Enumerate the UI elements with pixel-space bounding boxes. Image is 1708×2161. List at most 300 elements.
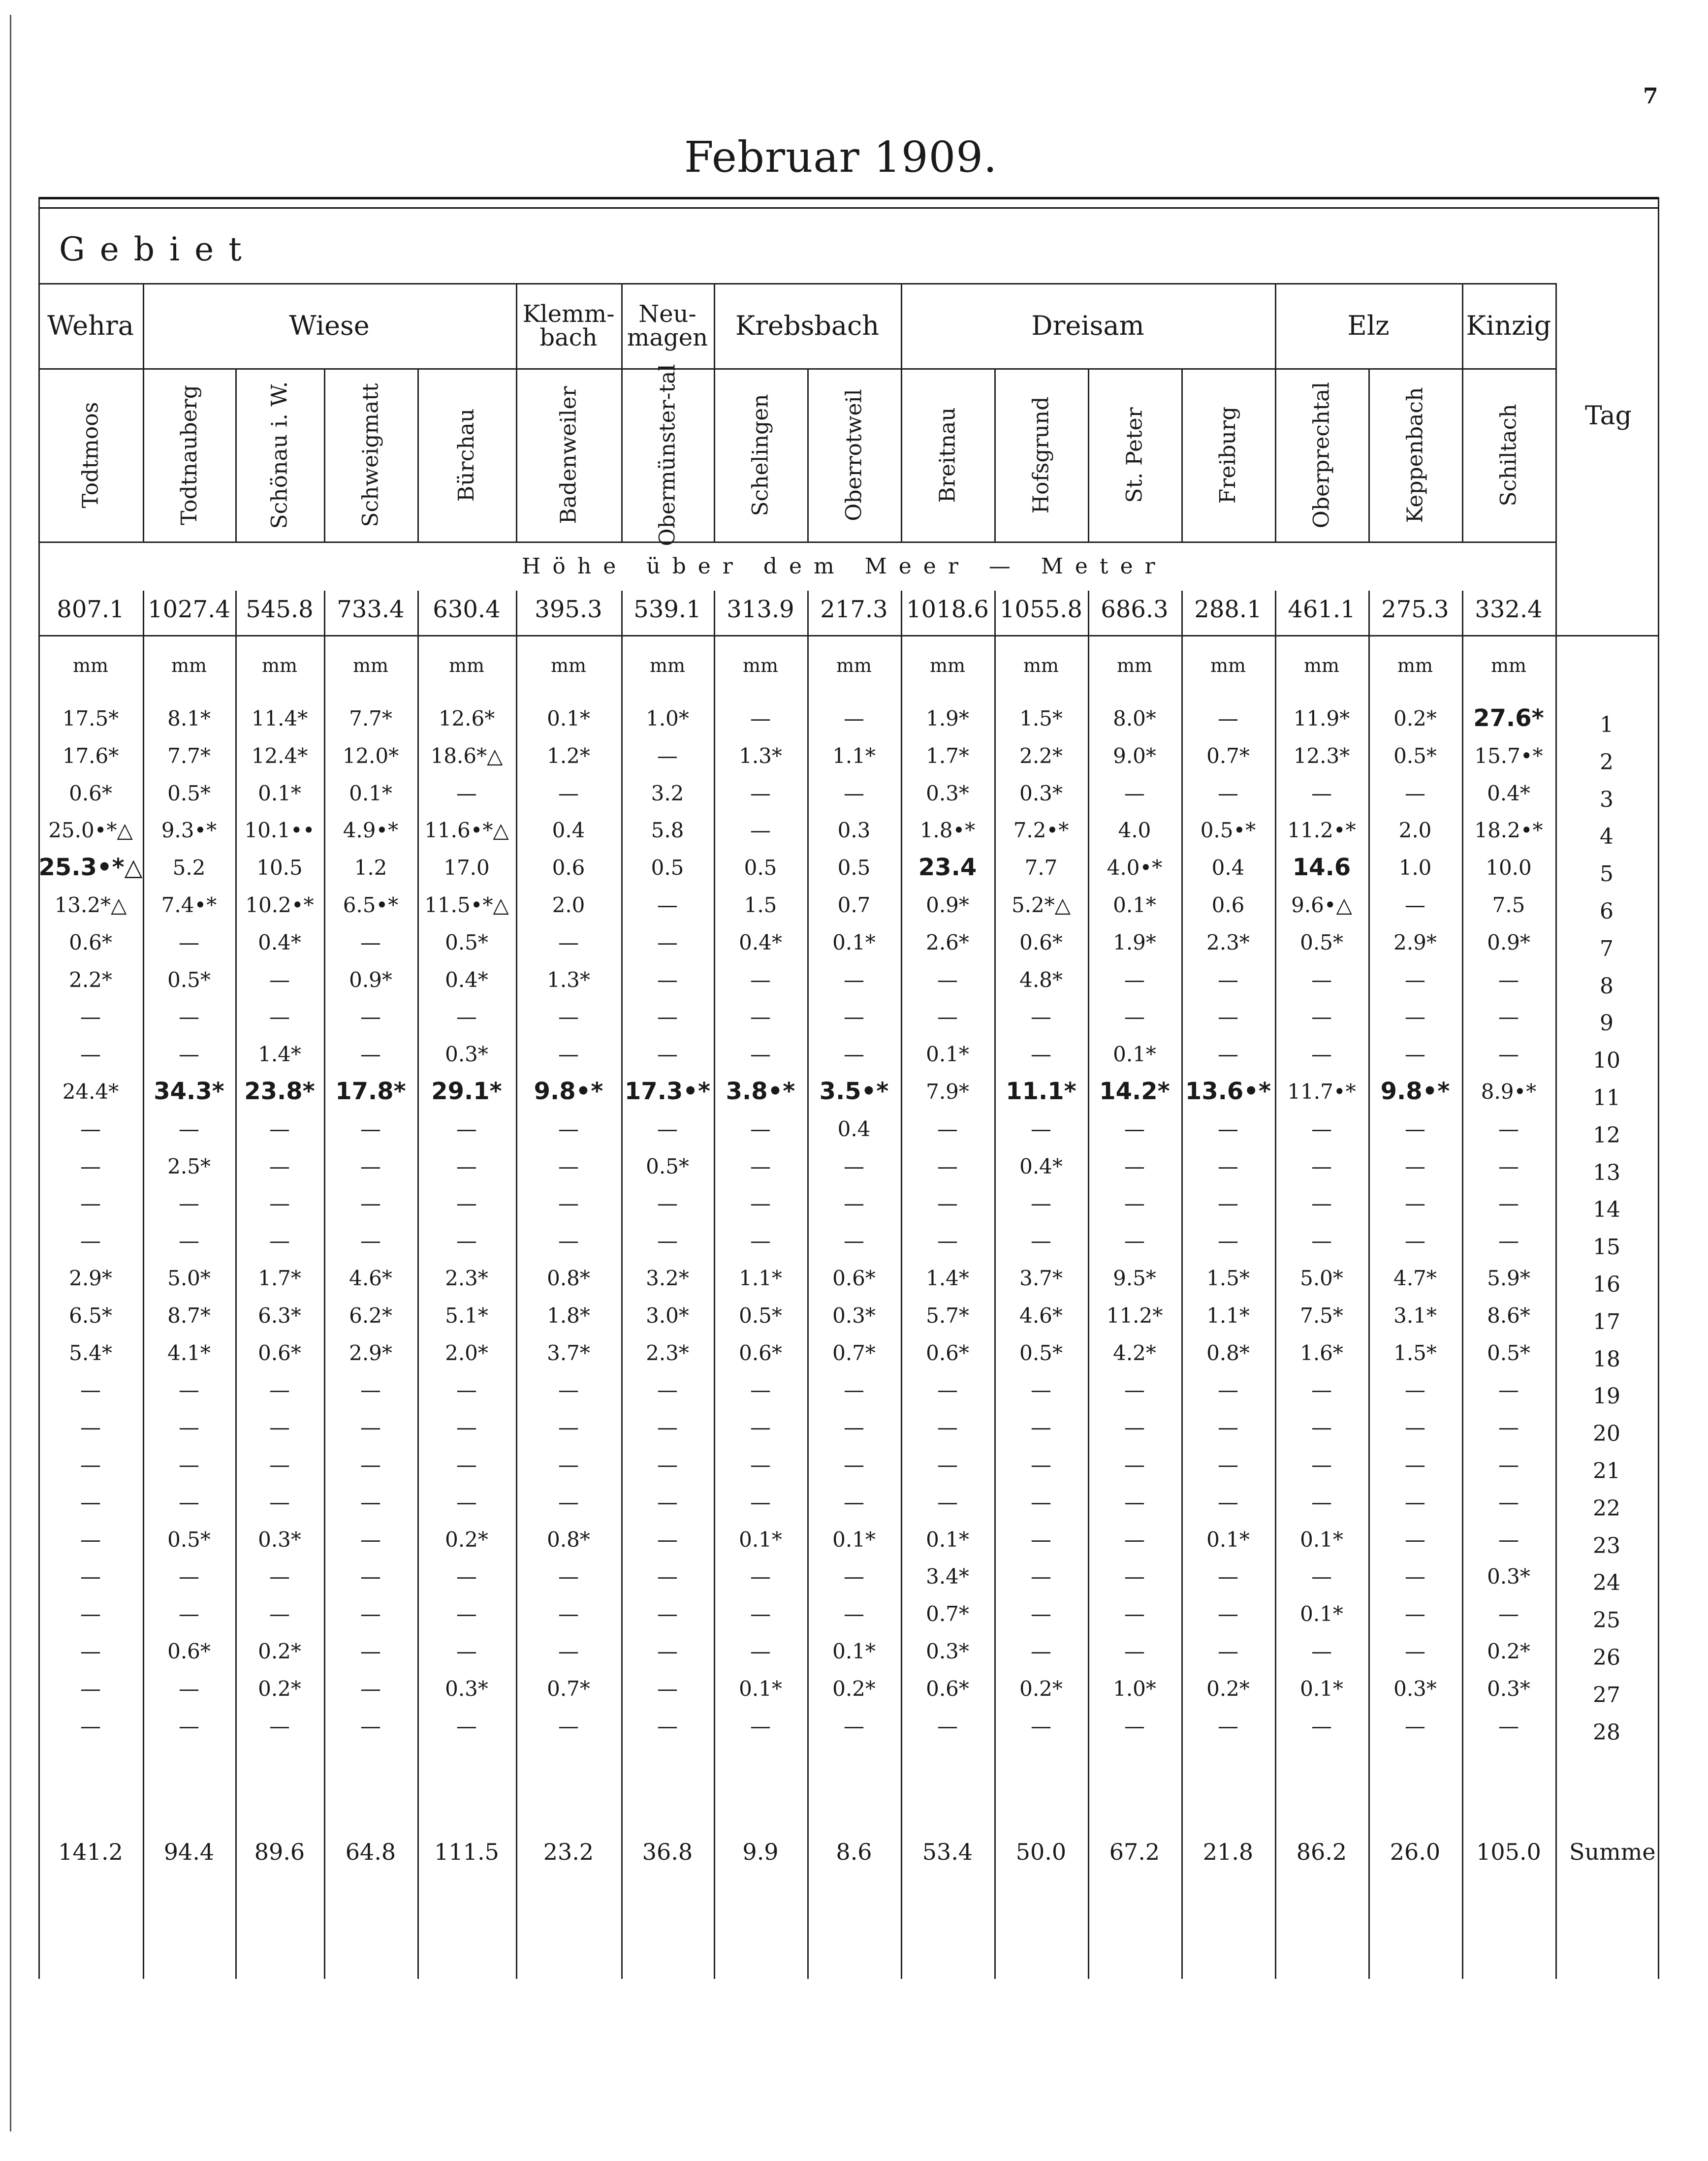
day-number: 1: [1600, 712, 1613, 737]
table-cell: —: [937, 1490, 958, 1514]
table-cell: 11.4*: [251, 706, 308, 731]
table-cell: 0.2*: [1487, 1639, 1530, 1663]
table-cell: —: [1124, 1639, 1145, 1663]
table-cell: 0.3*: [926, 1639, 969, 1663]
unit-label: mm: [1023, 655, 1059, 676]
table-cell: —: [80, 1229, 101, 1253]
station-sum-3: 64.8: [345, 1839, 396, 1865]
table-cell: —: [657, 1116, 678, 1141]
table-cell: —: [179, 1602, 199, 1626]
station-sum-0: 141.2: [58, 1839, 123, 1865]
table-cell: 5.8: [651, 818, 684, 843]
table-cell: 14.2*: [1099, 1078, 1170, 1105]
station-sum-15: 105.0: [1476, 1839, 1541, 1865]
day-number: 2: [1600, 749, 1613, 775]
table-cell: 13.2*△: [54, 893, 127, 917]
table-cell: —: [1311, 781, 1332, 805]
table-cell: 1.2*: [547, 743, 590, 768]
table-cell: 0.2*: [445, 1527, 488, 1552]
table-cell: —: [1311, 1116, 1332, 1141]
table-cell: —: [1498, 1116, 1519, 1141]
table-cell: —: [1498, 1154, 1519, 1178]
table-cell: —: [1498, 1602, 1519, 1626]
summe-label: Summe: [1569, 1839, 1656, 1865]
table-cell: 23.4: [918, 854, 977, 882]
station-name-label: Oberrotweil: [841, 388, 867, 521]
table-cell: —: [1031, 1527, 1051, 1552]
table-cell: —: [179, 1191, 199, 1216]
table-cell: —: [1218, 1602, 1238, 1626]
table-cell: —: [1405, 1378, 1425, 1402]
table-cell: 5.4*: [69, 1340, 112, 1365]
table-cell: 0.5*: [1393, 743, 1437, 768]
table-cell: —: [1124, 1229, 1145, 1253]
station-name-label: Bürchau: [454, 408, 479, 502]
table-cell: —: [1311, 1378, 1332, 1402]
unit-label: mm: [72, 655, 109, 676]
table-cell: —: [1124, 1005, 1145, 1029]
station-height-11: 686.3: [1101, 596, 1169, 623]
height-divider-rule: [516, 591, 517, 635]
height-divider-rule: [994, 591, 996, 635]
unit-label: mm: [448, 655, 485, 676]
table-cell: —: [1405, 1229, 1425, 1253]
table-cell: —: [1405, 1415, 1425, 1440]
table-cell: —: [456, 1453, 477, 1477]
table-cell: 0.2*: [832, 1676, 876, 1701]
group-label-wehra: Wehra: [47, 310, 134, 341]
table-cell: —: [657, 1564, 678, 1589]
unit-label: mm: [649, 655, 686, 676]
table-cell: —: [657, 1415, 678, 1440]
table-cell: —: [456, 1602, 477, 1626]
table-cell: —: [1218, 1154, 1238, 1178]
page-edge-line: [10, 15, 11, 2131]
station-header-bottom-rule: [38, 541, 1555, 543]
table-cell: 1.5*: [1206, 1266, 1250, 1290]
table-cell: 0.1*: [1113, 1042, 1156, 1067]
table-cell: —: [80, 1564, 101, 1589]
table-cell: —: [80, 1676, 101, 1701]
gebiet-label: Gebiet: [59, 230, 256, 268]
table-cell: 9.8•*: [534, 1078, 603, 1105]
unit-label: mm: [929, 655, 966, 676]
table-cell: —: [80, 1415, 101, 1440]
table-cell: —: [360, 1229, 381, 1253]
table-cell: —: [1498, 1490, 1519, 1514]
height-divider-rule: [143, 591, 144, 635]
table-cell: 0.4*: [739, 930, 782, 954]
table-cell: —: [750, 706, 771, 731]
table-cell: —: [1498, 1042, 1519, 1067]
station-name-8: [807, 368, 901, 541]
table-cell: 2.3*: [445, 1266, 488, 1290]
table-cell: —: [657, 1005, 678, 1029]
station-name-label: St. Peter: [1122, 407, 1147, 503]
station-height-14: 275.3: [1381, 596, 1449, 623]
table-cell: 5.2: [172, 856, 206, 880]
day-number: 4: [1600, 824, 1613, 850]
table-cell: —: [1124, 781, 1145, 805]
height-divider-rule: [714, 591, 715, 635]
table-cell: 11.2*: [1106, 1303, 1163, 1328]
table-cell: —: [1405, 893, 1425, 917]
day-number: 26: [1593, 1645, 1620, 1670]
table-cell: 1.6*: [1300, 1340, 1343, 1365]
table-cell: —: [1124, 1378, 1145, 1402]
table-cell: —: [456, 1116, 477, 1141]
table-cell: 5.7*: [926, 1303, 969, 1328]
table-cell: —: [360, 1042, 381, 1067]
group-label-dreisam: Dreisam: [1031, 310, 1144, 341]
table-cell: —: [360, 1564, 381, 1589]
table-cell: —: [657, 893, 678, 917]
table-cell: —: [1405, 1154, 1425, 1178]
table-cell: 12.0*: [342, 743, 399, 768]
table-cell: —: [1031, 1453, 1051, 1477]
table-cell: 0.6*: [926, 1340, 969, 1365]
table-cell: —: [750, 1116, 771, 1141]
table-cell: 0.1*: [926, 1042, 969, 1067]
unit-label: mm: [352, 655, 389, 676]
table-cell: —: [937, 1453, 958, 1477]
table-cell: —: [456, 1229, 477, 1253]
table-cell: —: [1311, 1714, 1332, 1738]
group-label-elz: Elz: [1347, 310, 1390, 341]
table-cell: 17.3•*: [624, 1078, 711, 1105]
day-number: 28: [1593, 1719, 1620, 1745]
table-cell: —: [360, 1527, 381, 1552]
table-cell: —: [937, 1378, 958, 1402]
table-cell: 0.5*: [167, 781, 211, 805]
table-cell: 1.0: [1398, 856, 1432, 880]
table-cell: 7.7*: [167, 743, 211, 768]
table-cell: 0.8*: [1206, 1340, 1250, 1365]
table-cell: —: [844, 1714, 864, 1738]
table-cell: 11.6•*△: [424, 818, 509, 843]
table-cell: 0.1*: [1206, 1527, 1250, 1552]
table-cell: —: [937, 1191, 958, 1216]
table-cell: —: [80, 1378, 101, 1402]
table-cell: —: [179, 1564, 199, 1589]
table-cell: —: [1218, 781, 1238, 805]
table-cell: 0.6*: [739, 1340, 782, 1365]
table-cell: —: [269, 1229, 290, 1253]
table-cell: —: [1405, 1564, 1425, 1589]
table-cell: —: [269, 1191, 290, 1216]
table-cell: 2.0: [552, 893, 585, 917]
table-cell: —: [1031, 1005, 1051, 1029]
table-cell: —: [360, 1191, 381, 1216]
station-name-15: [1462, 368, 1555, 541]
station-sum-7: 9.9: [742, 1839, 779, 1865]
table-cell: —: [1498, 1378, 1519, 1402]
table-cell: 1.8•*: [919, 818, 976, 843]
table-cell: 7.7*: [349, 706, 392, 731]
table-cell: —: [269, 967, 290, 992]
table-cell: 0.5*: [739, 1303, 782, 1328]
table-cell: 1.3*: [739, 743, 782, 768]
table-cell: —: [179, 930, 199, 954]
day-number: 12: [1593, 1122, 1620, 1148]
table-cell: 7.7: [1024, 856, 1058, 880]
table-cell: —: [1311, 1564, 1332, 1589]
table-cell: —: [1498, 1714, 1519, 1738]
table-cell: —: [360, 1116, 381, 1141]
table-cell: —: [750, 1005, 771, 1029]
table-cell: —: [456, 1639, 477, 1663]
station-name-label: Hofsgrund: [1028, 396, 1054, 513]
station-height-13: 461.1: [1288, 596, 1356, 623]
table-cell: —: [844, 1229, 864, 1253]
table-cell: 3.4*: [926, 1564, 969, 1589]
table-cell: —: [750, 1229, 771, 1253]
height-divider-rule: [807, 591, 809, 635]
group-label-klemmbach: Klemm- bach: [522, 300, 615, 351]
table-cell: —: [1311, 967, 1332, 992]
table-cell: 0.6*: [832, 1266, 876, 1290]
table-cell: 0.6*: [69, 781, 112, 805]
day-number: 18: [1593, 1346, 1620, 1372]
station-sum-1: 94.4: [163, 1839, 215, 1865]
table-cell: —: [750, 1639, 771, 1663]
table-cell: 1.1*: [1206, 1303, 1250, 1328]
table-cell: 0.6*: [1019, 930, 1063, 954]
day-number: 6: [1600, 899, 1613, 924]
table-cell: 6.2*: [349, 1303, 392, 1328]
table-cell: —: [937, 967, 958, 992]
table-cell: 11.5•*△: [424, 893, 509, 917]
table-cell: —: [937, 1154, 958, 1178]
table-cell: 6.3*: [258, 1303, 301, 1328]
table-cell: —: [1311, 1490, 1332, 1514]
table-cell: 6.5•*: [343, 893, 399, 917]
table-cell: —: [1124, 1714, 1145, 1738]
height-divider-rule: [1275, 591, 1276, 635]
table-cell: —: [1124, 1415, 1145, 1440]
height-divider-rule: [1462, 591, 1463, 635]
table-cell: —: [179, 1415, 199, 1440]
table-cell: 0.2*: [1393, 706, 1437, 731]
table-cell: 0.6*: [69, 930, 112, 954]
table-cell: 8.1*: [167, 706, 211, 731]
table-cell: 3.8•*: [726, 1078, 795, 1105]
group-label-neumagen: Neu- magen: [627, 300, 708, 351]
table-cell: 5.0*: [1300, 1266, 1343, 1290]
table-cell: 0.1*: [1300, 1527, 1343, 1552]
table-cell: 0.3*: [445, 1042, 488, 1067]
day-number: 9: [1600, 1011, 1613, 1036]
table-cell: 1.0*: [646, 706, 689, 731]
table-cell: 2.9*: [349, 1340, 392, 1365]
table-cell: —: [1311, 1453, 1332, 1477]
table-cell: 0.7*: [547, 1676, 590, 1701]
table-cell: 4.8*: [1019, 967, 1063, 992]
table-cell: —: [1218, 967, 1238, 992]
table-cell: 0.5*: [167, 967, 211, 992]
table-cell: 0.1*: [739, 1676, 782, 1701]
table-cell: —: [360, 1490, 381, 1514]
table-cell: 0.5: [837, 856, 871, 880]
table-cell: 0.3*: [1393, 1676, 1437, 1701]
table-cell: —: [1218, 1116, 1238, 1141]
table-cell: —: [1405, 1005, 1425, 1029]
table-cell: 4.2*: [1113, 1340, 1156, 1365]
table-cell: 9.6•△: [1291, 893, 1352, 917]
table-cell: 8.7*: [167, 1303, 211, 1328]
table-cell: 0.7*: [1206, 743, 1250, 768]
unit-label: mm: [742, 655, 779, 676]
table-cell: —: [1031, 1490, 1051, 1514]
table-cell: —: [1124, 1154, 1145, 1178]
table-cell: —: [1124, 1527, 1145, 1552]
station-height-15: 332.4: [1475, 596, 1543, 623]
table-cell: —: [558, 1154, 579, 1178]
table-cell: —: [360, 1005, 381, 1029]
table-cell: 8.9•*: [1481, 1080, 1537, 1104]
table-cell: 3.7*: [1019, 1266, 1063, 1290]
table-cell: —: [1218, 1191, 1238, 1216]
station-sum-6: 36.8: [642, 1839, 693, 1865]
station-height-5: 395.3: [535, 596, 602, 623]
table-cell: —: [179, 1714, 199, 1738]
table-cell: 0.2*: [258, 1639, 301, 1663]
table-cell: 0.8*: [547, 1266, 590, 1290]
table-cell: 2.0*: [445, 1340, 488, 1365]
height-section-title: Höhe über dem Meer — Meter: [522, 554, 1167, 579]
table-cell: —: [558, 1714, 579, 1738]
table-cell: —: [558, 930, 579, 954]
table-cell: 1.4*: [258, 1042, 301, 1067]
station-sum-4: 111.5: [434, 1839, 499, 1865]
station-name-14: [1368, 368, 1462, 541]
day-number: 25: [1593, 1608, 1620, 1633]
table-cell: 0.1*: [258, 781, 301, 805]
table-cell: 0.6: [552, 856, 585, 880]
table-cell: 14.6: [1292, 854, 1351, 882]
table-cell: 0.4*: [1487, 781, 1530, 805]
station-height-8: 217.3: [820, 596, 888, 623]
station-sum-5: 23.2: [543, 1839, 594, 1865]
table-cell: —: [657, 1676, 678, 1701]
height-divider-rule: [901, 591, 902, 635]
table-cell: 2.0: [1398, 818, 1432, 843]
table-cell: —: [750, 1415, 771, 1440]
page-number: 7: [1643, 84, 1658, 109]
table-cell: —: [1405, 1042, 1425, 1067]
table-cell: 34.3*: [154, 1078, 224, 1105]
table-cell: 3.5•*: [819, 1078, 889, 1105]
station-sum-11: 67.2: [1109, 1839, 1160, 1865]
table-cell: —: [750, 1490, 771, 1514]
station-height-9: 1018.6: [906, 596, 989, 623]
table-cell: —: [456, 1191, 477, 1216]
table-cell: —: [657, 1042, 678, 1067]
table-cell: 10.2•*: [245, 893, 314, 917]
table-cell: 24.4*: [62, 1080, 119, 1104]
table-cell: 0.7*: [832, 1340, 876, 1365]
table-cell: —: [750, 1602, 771, 1626]
station-name-2: [235, 368, 324, 541]
table-cell: 11.9*: [1293, 706, 1350, 731]
height-divider-rule: [621, 591, 623, 635]
table-cell: —: [1124, 1116, 1145, 1141]
table-cell: 0.3*: [258, 1527, 301, 1552]
table-cell: —: [179, 1490, 199, 1514]
station-name-6: [621, 364, 714, 546]
table-cell: —: [269, 1564, 290, 1589]
group-label-krebsbach: Krebsbach: [735, 310, 880, 341]
table-cell: 18.6*△: [430, 743, 503, 768]
table-cell: 0.4: [837, 1116, 871, 1141]
station-name-3: [324, 368, 417, 541]
table-cell: —: [80, 1490, 101, 1514]
table-cell: 7.5*: [1300, 1303, 1343, 1328]
table-cell: —: [80, 1005, 101, 1029]
table-cell: —: [937, 1005, 958, 1029]
table-cell: —: [1405, 1602, 1425, 1626]
page-title: Februar 1909.: [684, 133, 998, 182]
unit-label: mm: [1397, 655, 1433, 676]
table-cell: 0.4: [1211, 856, 1245, 880]
station-height-3: 733.4: [337, 596, 405, 623]
table-cell: 0.1*: [547, 706, 590, 731]
day-number: 24: [1593, 1570, 1620, 1596]
table-cell: —: [1124, 1191, 1145, 1216]
table-cell: —: [1405, 1191, 1425, 1216]
table-cell: 9.5*: [1113, 1266, 1156, 1290]
table-cell: 2.2*: [69, 967, 112, 992]
station-sum-14: 26.0: [1390, 1839, 1441, 1865]
table-cell: 4.6*: [349, 1266, 392, 1290]
table-cell: —: [456, 1490, 477, 1514]
table-cell: 10.1••: [244, 818, 315, 843]
unit-label: mm: [1490, 655, 1527, 676]
table-cell: 0.1*: [832, 1527, 876, 1552]
table-cell: 0.9*: [349, 967, 392, 992]
table-cell: —: [269, 1602, 290, 1626]
table-cell: —: [1124, 1453, 1145, 1477]
table-cell: 1.5: [744, 893, 777, 917]
table-cell: 0.1*: [926, 1527, 969, 1552]
table-cell: 10.0: [1486, 856, 1532, 880]
table-cell: 17.0: [443, 856, 490, 880]
table-cell: —: [179, 1042, 199, 1067]
table-cell: 11.7•*: [1287, 1080, 1356, 1104]
table-cell: —: [179, 1676, 199, 1701]
table-cell: 7.5: [1492, 893, 1525, 917]
table-cell: —: [657, 1490, 678, 1514]
table-cell: —: [558, 1415, 579, 1440]
station-name-label: Keppenbach: [1402, 387, 1428, 523]
table-cell: —: [657, 1453, 678, 1477]
station-name-label: Oberprechtal: [1309, 381, 1334, 528]
table-cell: —: [1218, 1005, 1238, 1029]
table-cell: —: [1498, 1005, 1519, 1029]
table-cell: 1.7*: [258, 1266, 301, 1290]
table-cell: —: [360, 1378, 381, 1402]
tag-column-header: Tag: [1585, 401, 1632, 431]
table-cell: 0.5*: [646, 1154, 689, 1178]
table-cell: —: [1218, 1453, 1238, 1477]
table-cell: 0.7: [837, 893, 871, 917]
table-cell: 1.8*: [547, 1303, 590, 1328]
table-cell: 0.3*: [1019, 781, 1063, 805]
table-cell: 0.4*: [258, 930, 301, 954]
station-name-label: Schiltach: [1496, 403, 1521, 507]
station-sum-13: 86.2: [1296, 1839, 1347, 1865]
station-sum-9: 53.4: [922, 1839, 973, 1865]
